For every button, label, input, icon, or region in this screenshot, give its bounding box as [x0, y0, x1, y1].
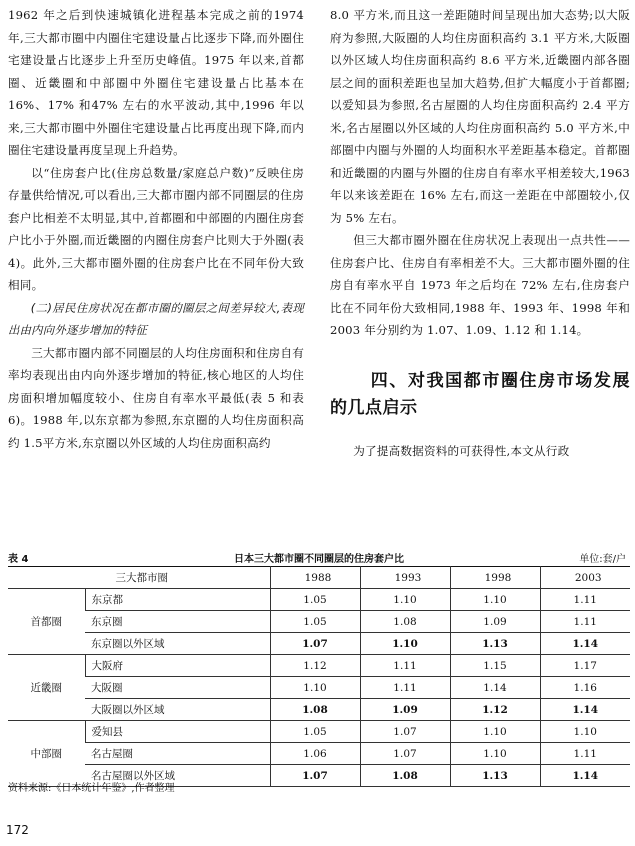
page-number: 172	[6, 823, 29, 837]
table-row	[8, 699, 630, 721]
area-name: 爱知县	[85, 721, 270, 743]
table-header-row	[8, 567, 630, 589]
value-cell: 1.09	[450, 611, 540, 633]
column-header: 1993	[360, 567, 450, 589]
value-cell: 1.08	[360, 765, 450, 787]
value-cell: 1.11	[540, 589, 630, 611]
value-cell: 1.17	[540, 655, 630, 677]
area-name: 东京圈以外区域	[85, 633, 270, 655]
table-row	[8, 655, 630, 677]
value-cell: 1.14	[540, 765, 630, 787]
table-row	[8, 589, 630, 611]
table-row	[8, 743, 630, 765]
table-4	[8, 548, 630, 787]
value-cell: 1.13	[450, 765, 540, 787]
value-cell: 1.10	[450, 589, 540, 611]
paragraph: 8.0 平方米,而且这一差距随时间呈现出加大态势;以大阪府为参照,大阪圈的人均住房面积高约 3.1 平方米,大阪圈以外区域人均住房面积高约 8.6 平方米,近畿圈内部各圈层之间的面积差距也呈加大趋势,但扩大幅度小于首都圈;以爱知县为参照,名古屋圈的人均住房面积高约 2.4 平方米,名古屋圈以外区域的人均住房面积高约 5.0 平方米,中部圈中内圈与外圈的人均面积水平差距基本稳定。首都圈和近畿圈的内圈与外圈的住房自有率水平相差较大,1963 年以来该差距在 16% 左右,而这一差距在中部圈较小,仅为 5% 左右。	[330, 8, 630, 225]
value-cell: 1.11	[540, 743, 630, 765]
region-cell: 中部圈	[8, 721, 85, 787]
value-cell: 1.10	[360, 633, 450, 655]
value-cell: 1.10	[450, 743, 540, 765]
region-cell: 近畿圈	[8, 655, 85, 721]
paragraph: 但三大都市圈外圈在住房状况上表现出一点共性——住房套户比、住房自有率相差不大。三大都市圈外圈的住房自有率水平自 1973 年之后均在 72% 左右,住房套户比在不同年份大致相同,1988 年、1993 年、1998 年和 2003 年分别约为 1.07、1.09、1.12 和 1.14。	[330, 233, 630, 337]
value-cell: 1.10	[540, 721, 630, 743]
value-cell: 1.11	[540, 611, 630, 633]
area-name: 大阪圈	[85, 677, 270, 699]
value-cell: 1.13	[450, 633, 540, 655]
value-cell: 1.07	[360, 743, 450, 765]
table-row	[8, 633, 630, 655]
area-name: 大阪府	[85, 655, 270, 677]
value-cell: 1.10	[450, 721, 540, 743]
column-header: 2003	[540, 567, 630, 589]
subsection-heading: (二)居民住房状况在都市圈的圈层之间差异较大,表现出由内向外逐步增加的特征	[8, 300, 304, 337]
section-heading: 四、对我国都市圈住房市场发展的几点启示	[330, 370, 630, 418]
value-cell: 1.06	[270, 743, 360, 765]
value-cell: 1.08	[270, 699, 360, 721]
column-header: 1998	[450, 567, 540, 589]
value-cell: 1.07	[270, 765, 360, 787]
value-cell: 1.05	[270, 611, 360, 633]
area-name: 大阪圈以外区域	[85, 699, 270, 721]
area-name: 东京都	[85, 589, 270, 611]
paragraph: 以“住房套户比(住房总数量/家庭总户数)”反映住房存量供给情况,可以看出,三大都市圈内部不同圈层的住房套户比相差不太明显,其中,首都圈和中部圈的内圈住房套户比小于外圈,而近畿圈的内圈住房套户比则大于外圈(表 4)。此外,三大都市圈外圈的住房套户比在不同年份大致相同。	[8, 165, 304, 292]
paragraph: 三大都市圈内部不同圈层的人均住房面积和住房自有率均表现出由内向外逐步增加的特征,核心地区的人均住房面积增加幅度较小、住房自有率水平最低(表 5 和表 6)。1988 年,以东京都为参照,东京圈的人均住房面积高约 1.5平方米,东京圈以外区域的人均住房面积高约	[8, 345, 304, 450]
paragraph: 为了提高数据资料的可获得性,本文从行政	[353, 443, 570, 458]
table-row	[8, 721, 630, 743]
area-name: 名古屋圈	[85, 743, 270, 765]
table-header-line	[8, 548, 630, 566]
region-cell: 首都圈	[8, 589, 85, 655]
value-cell: 1.05	[270, 589, 360, 611]
value-cell: 1.12	[270, 655, 360, 677]
value-cell: 1.15	[450, 655, 540, 677]
value-cell: 1.12	[450, 699, 540, 721]
area-name: 东京圈	[85, 611, 270, 633]
value-cell: 1.07	[270, 633, 360, 655]
value-cell: 1.14	[450, 677, 540, 699]
value-cell: 1.11	[360, 655, 450, 677]
value-cell: 1.07	[360, 721, 450, 743]
value-cell: 1.08	[360, 611, 450, 633]
value-cell: 1.10	[360, 589, 450, 611]
column-header: 三大都市圈	[8, 567, 270, 589]
housing-ratio-table	[8, 566, 630, 787]
right-column	[330, 4, 630, 462]
value-cell: 1.05	[270, 721, 360, 743]
value-cell: 1.10	[270, 677, 360, 699]
value-cell: 1.14	[540, 699, 630, 721]
table-title: 日本三大都市圈不同圈层的住房套户比	[234, 554, 404, 565]
table-source-note: 资料来源:《日本统计年鉴》,作者整理	[8, 783, 175, 794]
value-cell: 1.09	[360, 699, 450, 721]
column-header: 1988	[270, 567, 360, 589]
table-unit: 单位:套/户	[579, 554, 626, 565]
table-row	[8, 611, 630, 633]
value-cell: 1.14	[540, 633, 630, 655]
paragraph: 1962 年之后到快速城镇化进程基本完成之前的1974 年,三大都市圈中内圈住宅建设量占比逐步下降,而外圈住宅建设量占比逐步上升至历史峰值。1975 年以来,首都圈、近畿圈和中部圈中外圈住宅建设量占比基本在 16%、17% 和47% 左右的水平波动,其中,1996 年以来,三大都市圈中外圈住宅建设量占比再度出现下降,而内圈住宅建设量再度呈现上升趋势。	[8, 8, 304, 157]
value-cell: 1.16	[540, 677, 630, 699]
table-label: 表 4	[8, 554, 29, 565]
area-name: 名古屋圈以外区域	[85, 765, 270, 787]
table-row	[8, 677, 630, 699]
value-cell: 1.11	[360, 677, 450, 699]
left-column	[8, 4, 304, 454]
